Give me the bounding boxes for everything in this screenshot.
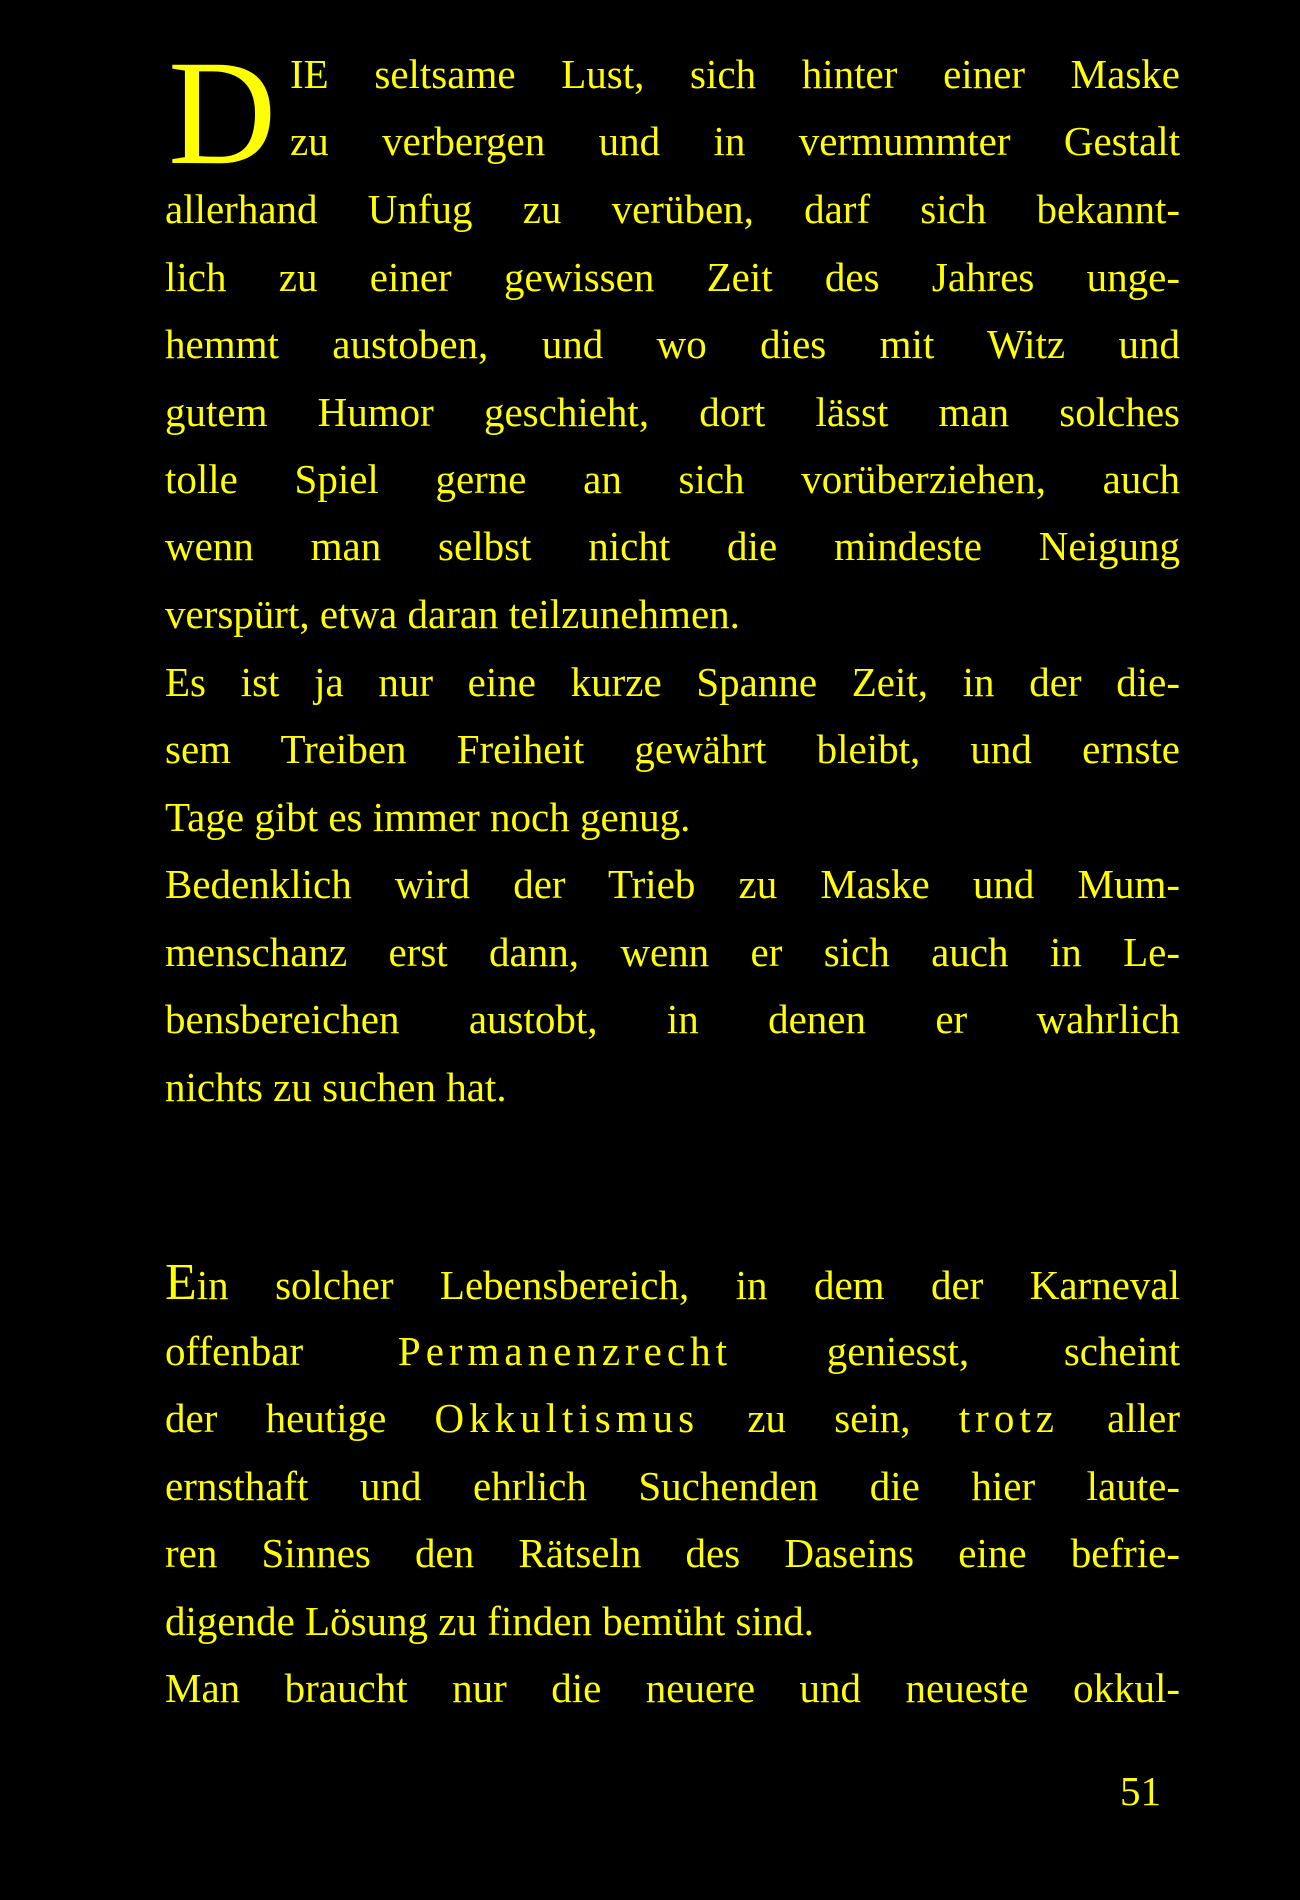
emphasized-term: Permanenzrecht <box>397 1328 732 1374</box>
text-line: Es ist ja nur eine kurze Spanne Zeit, in der die- <box>165 659 1180 705</box>
text-line: wenn man selbst nicht die mindeste Neigung <box>165 523 1180 569</box>
text-line: zu verbergen und in vermummter Gestalt <box>290 118 1180 164</box>
text-line <box>165 1392 1180 1444</box>
text-line: verspürt, etwa daran teilzunehmen. <box>165 591 740 637</box>
text-line <box>165 1254 1180 1311</box>
initial-letter: E <box>165 1254 197 1311</box>
text-line: ernsthaft und ehrlich Suchenden die hier laute- <box>165 1463 1180 1509</box>
text-line: Man braucht nur die neuere und neueste okkul- <box>165 1665 1180 1711</box>
text-line: hemmt austoben, und wo dies mit Witz und <box>165 321 1180 367</box>
text-line: menschanz erst dann, wenn er sich auch in Le- <box>165 929 1180 975</box>
emphasized-term: Okkultismus <box>434 1395 700 1441</box>
text-line <box>165 1325 1180 1377</box>
page-number: 51 <box>1120 1768 1161 1814</box>
emphasized-term: trotz <box>958 1395 1059 1441</box>
text-line: tolle Spiel gerne an sich vorüberziehen, auch <box>165 456 1180 502</box>
text-line: bensbereichen austobt, in denen er wahrlich <box>165 996 1180 1042</box>
text-line: Tage gibt es immer noch genug. <box>165 794 691 840</box>
text-line: IE seltsame Lust, sich hinter einer Maske <box>290 51 1180 97</box>
text-span: aller <box>1058 1395 1180 1441</box>
text-line: nichts zu suchen hat. <box>165 1064 507 1110</box>
text-span: zu sein, <box>699 1395 959 1441</box>
text-span: in solcher Lebensbereich, in dem der Karneval <box>196 1262 1180 1308</box>
text-line: Bedenklich wird der Trieb zu Maske und Mum- <box>165 861 1180 907</box>
text-line: sem Treiben Freiheit gewährt bleibt, und ernste <box>165 726 1180 772</box>
drop-cap-letter: D <box>168 30 277 196</box>
text-line: lich zu einer gewissen Zeit des Jahres unge- <box>165 254 1180 300</box>
text-line: gutem Humor geschieht, dort lässt man solches <box>165 389 1180 435</box>
text-span: der heutige <box>165 1395 435 1441</box>
text-span: geniesst, scheint <box>731 1328 1180 1374</box>
text-line: digende Lösung zu finden bemüht sind. <box>165 1598 815 1644</box>
text-line: ren Sinnes den Rätseln des Daseins eine befrie- <box>165 1530 1180 1576</box>
text-line: allerhand Unfug zu verüben, darf sich bekannt- <box>165 186 1180 232</box>
text-span: offenbar <box>165 1328 398 1374</box>
